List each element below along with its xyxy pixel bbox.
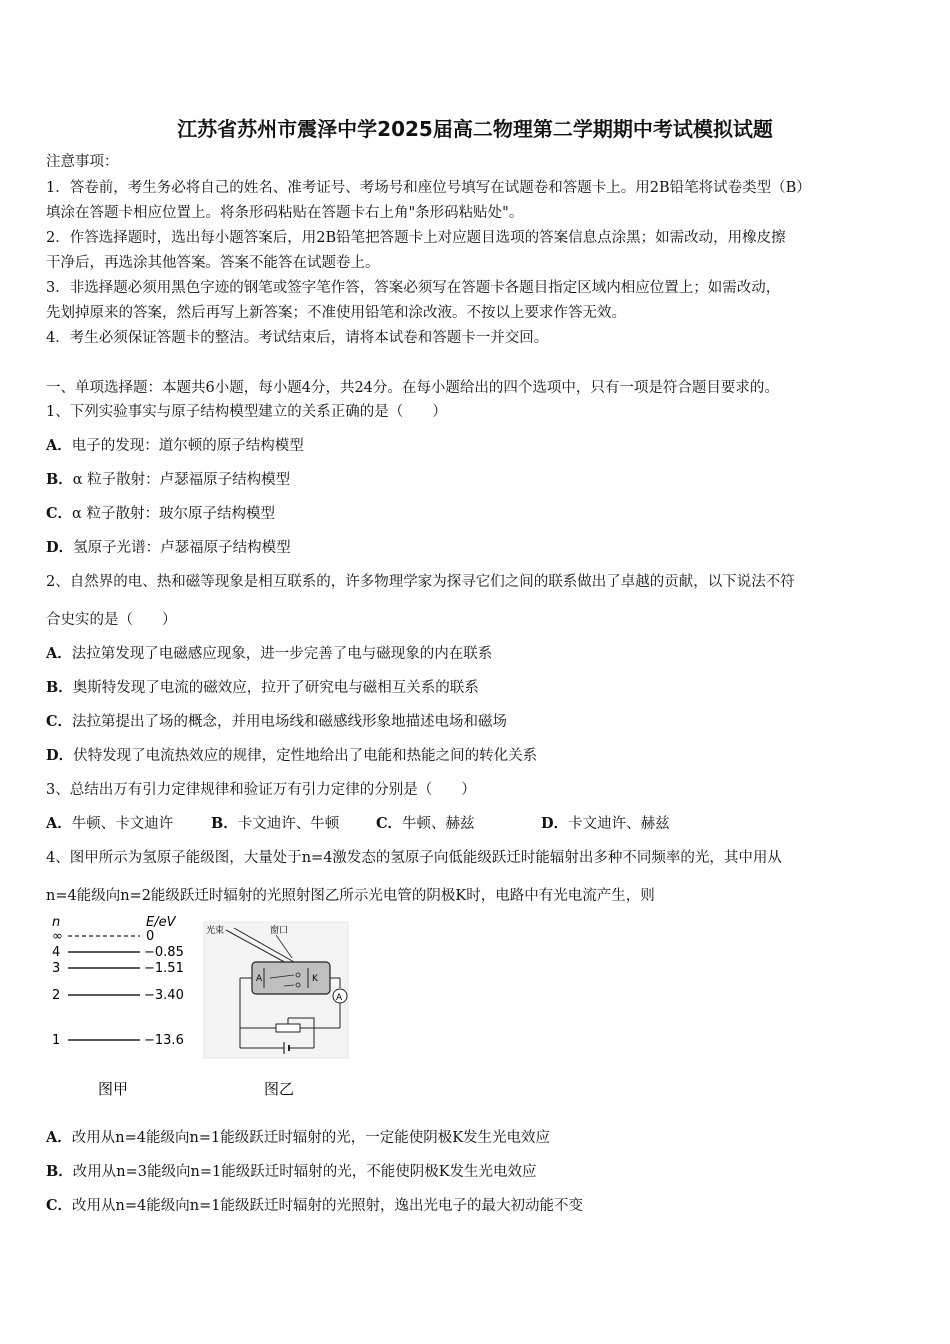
exam-title: 江苏省苏州市震泽中学2025届高二物理第二学期期中考试模拟试题 (177, 117, 773, 141)
option-text: 伏特发现了电流热效应的规律，定性地给出了电能和热能之间的转化关系 (73, 748, 538, 764)
option-text: 法拉第提出了场的概念，并用电场线和磁感线形象地描述电场和磁场 (72, 714, 508, 730)
option-text: 氢原子光谱：卢瑟福原子结构模型 (73, 540, 291, 556)
option-text: 改用从n=4能级向n=1能级跃迁时辐射的光，一定能使阴极K发生光电效应 (71, 1130, 551, 1146)
level-n-label: 4 (52, 945, 61, 960)
notice-line: 先划掉原来的答案，然后再写上新答案；不准使用铅笔和涂改液。不按以上要求作答无效。 (46, 305, 626, 321)
q3-option-b (211, 814, 376, 834)
ammeter-label: A (336, 993, 343, 1003)
notice-heading: 注意事项： (46, 154, 119, 170)
option-label: B． (46, 1163, 73, 1180)
option-label: A． (46, 1129, 72, 1146)
question-1-stem: 1、下列实验事实与原子结构模型建立的关系正确的是（ ） (46, 404, 447, 420)
window-label: 窗口 (270, 926, 289, 936)
q3-option-c (376, 814, 541, 834)
anode-label: A (256, 974, 263, 984)
option-label: C． (46, 1197, 73, 1214)
q2-option-c (46, 712, 507, 732)
option-text: 奥斯特发现了电流的磁效应，拉开了研究电与磁相互关系的联系 (72, 680, 479, 696)
level-n-label: ∞ (52, 929, 63, 944)
cathode-label: K (312, 974, 318, 984)
notice-line: 2．作答选择题时，选出每小题答案后，用2B铅笔把答题卡上对应题目选项的答案信息点涂黑；如需改动，用橡皮擦 (46, 230, 786, 246)
q4-option-c (46, 1196, 583, 1216)
question-3-stem: 3、总结出万有引力定律规律和验证万有引力定律的分别是（ ） (46, 782, 476, 798)
question-4-stem-cont: n=4能级向n=2能级跃迁时辐射的光照射图乙所示光电管的阴极K时，电路中有光电流产生，则 (46, 888, 655, 904)
option-text: 卡文迪许、牛顿 (237, 816, 340, 832)
option-label: D． (46, 539, 74, 556)
q2-option-b (46, 678, 479, 698)
level-e-label: 0 (146, 929, 155, 944)
option-text: 改用从n=4能级向n=1能级跃迁时辐射的光照射，逸出光电子的最大初动能不变 (72, 1198, 583, 1214)
q1-option-b (46, 470, 290, 490)
figure-caption-a: 图甲 (98, 1080, 129, 1098)
option-label: D． (46, 747, 74, 764)
notice-line: 3．非选择题必须用黑色字迹的钢笔或签字笔作答，答案必须写在答题卡各题目指定区域内相应位置上；如需改动， (46, 280, 781, 296)
figure-svg (44, 908, 364, 1108)
option-label: B． (46, 679, 73, 696)
q1-option-a (46, 436, 304, 456)
level-e-label: −0.85 (144, 945, 184, 960)
q4-option-a (46, 1128, 550, 1148)
option-text: 法拉第发现了电磁感应现象，进一步完善了电与磁现象的内在联系 (71, 646, 493, 662)
level-n-label: 1 (52, 1033, 61, 1048)
option-label: D． (541, 815, 569, 832)
q2-option-d (46, 746, 537, 766)
option-text: α 粒子散射：玻尔原子结构模型 (72, 506, 275, 522)
notice-line: 4．考生必须保证答题卡的整洁。考试结束后，请将本试卷和答题卡一并交回。 (46, 330, 549, 346)
option-label: C． (376, 815, 403, 832)
question-2-stem: 2、自然界的电、热和磁等现象是相互联系的，许多物理学家为探寻它们之间的联系做出了卓越的贡献，以下说法不符 (46, 574, 795, 590)
q3-options-row (46, 814, 670, 834)
question-4-stem: 4、图甲所示为氢原子能级图，大量处于n=4激发态的氢原子向低能级跃迁时能辐射出多种不同频率的光，其中用从 (46, 850, 782, 866)
energy-axis-n: n (52, 915, 61, 930)
option-label: C． (46, 505, 73, 522)
q4-option-b (46, 1162, 537, 1182)
level-e-label: −3.40 (144, 988, 184, 1003)
figure-caption-b: 图乙 (264, 1080, 295, 1098)
level-e-label: −1.51 (144, 961, 184, 976)
notice-line: 1．答卷前，考生务必将自己的姓名、准考证号、考场号和座位号填写在试题卷和答题卡上。用2B铅笔将试卷类型（B） (46, 180, 811, 196)
option-text: 卡文迪许、赫兹 (568, 816, 670, 832)
rheostat (276, 1024, 300, 1032)
notice-line: 干净后，再选涂其他答案。答案不能答在试题卷上。 (46, 255, 380, 271)
light-beam-label: 光束 (206, 926, 225, 936)
option-label: B． (211, 815, 238, 832)
energy-axis-e: E/eV (146, 915, 176, 930)
q4-figure (44, 908, 364, 1108)
section-heading: 一、单项选择题：本题共6小题，每小题4分，共24分。在每小题给出的四个选项中，只有一项是符合题目要求的。 (46, 380, 779, 396)
option-text: 电子的发现：道尔顿的原子结构模型 (71, 438, 304, 454)
option-text: α 粒子散射：卢瑟福原子结构模型 (72, 472, 291, 488)
level-n-label: 3 (52, 961, 61, 976)
option-text: 牛顿、赫兹 (402, 816, 475, 832)
option-label: B． (46, 471, 73, 488)
option-text: 改用从n=3能级向n=1能级跃迁时辐射的光，不能使阴极K发生光电效应 (72, 1164, 537, 1180)
option-label: C． (46, 713, 73, 730)
q3-option-a (46, 814, 211, 834)
option-label: A． (46, 437, 72, 454)
option-label: A． (46, 815, 72, 832)
q1-option-c (46, 504, 275, 524)
option-label: A． (46, 645, 72, 662)
notice-line: 填涂在答题卡相应位置上。将条形码粘贴在答题卡右上角"条形码粘贴处"。 (46, 205, 524, 221)
question-2-stem-cont: 合史实的是（ ） (46, 612, 177, 628)
q1-option-d (46, 538, 291, 558)
option-text: 牛顿、卡文迪许 (71, 816, 174, 832)
level-e-label: −13.6 (144, 1033, 184, 1048)
level-n-label: 2 (52, 988, 61, 1003)
q3-option-d (541, 814, 670, 834)
q2-option-a (46, 644, 492, 664)
